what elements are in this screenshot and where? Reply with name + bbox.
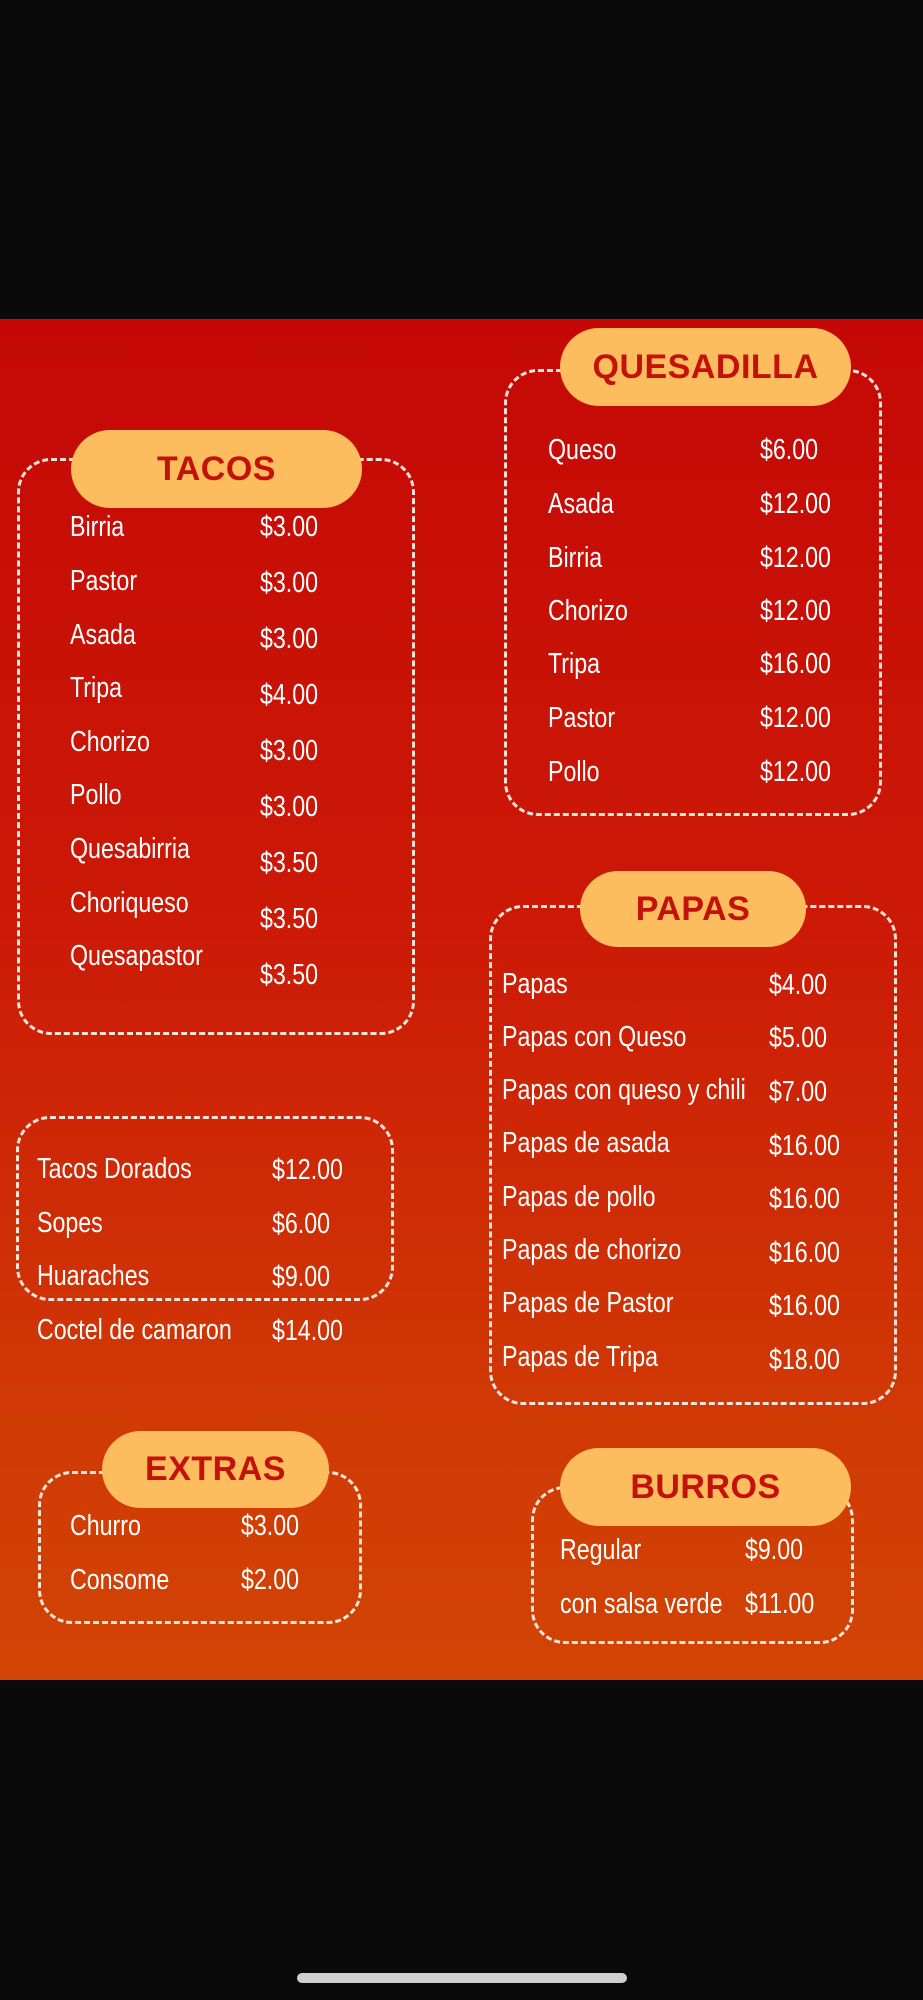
menu-item-name: Papas de chorizo <box>502 1234 682 1266</box>
menu-item-price: $16.00 <box>760 648 831 680</box>
menu-item-price: $2.00 <box>241 1564 300 1596</box>
menu-item-name: Birria <box>70 511 125 543</box>
menu-item-price: $3.00 <box>260 511 319 543</box>
menu-item-price: $12.00 <box>760 488 831 520</box>
menu-item-name: Tacos Dorados <box>37 1153 192 1185</box>
menu-item-price: $3.00 <box>241 1510 300 1542</box>
tacos-section-title: TACOS <box>71 430 362 508</box>
menu-item-price: $12.00 <box>760 595 831 627</box>
menu-item-price: $3.50 <box>260 903 319 935</box>
quesadilla-section-title: QUESADILLA <box>560 328 851 406</box>
menu-item-price: $4.00 <box>769 969 828 1001</box>
menu-item-price: $4.00 <box>260 679 319 711</box>
menu-item-name: Quesapastor <box>70 940 203 972</box>
menu-item-name: Regular <box>560 1534 642 1566</box>
menu-item-name: Tripa <box>548 648 600 680</box>
menu-item-price: $12.00 <box>760 756 831 788</box>
menu-item-name: Quesabirria <box>70 833 190 865</box>
menu-item-price: $3.00 <box>260 623 319 655</box>
menu-item-name: Coctel de camaron <box>37 1314 232 1346</box>
menu-item-name: Papas de asada <box>502 1127 670 1159</box>
menu-item-name: Huaraches <box>37 1260 150 1292</box>
menu-item-price: $6.00 <box>760 434 819 466</box>
menu-item-name: Churro <box>70 1510 141 1542</box>
menu-item-price: $9.00 <box>745 1534 804 1566</box>
menu-item-price: $9.00 <box>272 1261 331 1293</box>
menu-item-price: $5.00 <box>769 1022 828 1054</box>
menu-item-price: $12.00 <box>760 702 831 734</box>
menu-item-name: Queso <box>548 434 617 466</box>
menu-item-price: $3.00 <box>260 567 319 599</box>
home-indicator[interactable] <box>297 1973 627 1983</box>
menu-item-name: Papas con Queso <box>502 1021 687 1053</box>
menu-item-name: con salsa verde <box>560 1588 723 1620</box>
menu-item-name: Choriqueso <box>70 887 189 919</box>
menu-item-price: $3.50 <box>260 847 319 879</box>
menu-item-price: $16.00 <box>769 1237 840 1269</box>
menu-item-name: Tripa <box>70 672 122 704</box>
menu-item-name: Pollo <box>548 756 600 788</box>
menu-item-price: $3.00 <box>260 791 319 823</box>
menu-item-price: $11.00 <box>745 1588 815 1620</box>
menu-item-name: Papas de Tripa <box>502 1341 659 1373</box>
menu-item-price: $3.00 <box>260 735 319 767</box>
menu-item-price: $16.00 <box>769 1183 840 1215</box>
menu-item-name: Papas de pollo <box>502 1181 656 1213</box>
menu-item-name: Papas <box>502 968 568 1000</box>
menu-item-price: $12.00 <box>760 542 831 574</box>
menu-item-name: Pollo <box>70 779 122 811</box>
menu-item-price: $6.00 <box>272 1208 331 1240</box>
menu-item-price: $3.50 <box>260 959 319 991</box>
menu-item-price: $16.00 <box>769 1130 840 1162</box>
menu-item-name: Chorizo <box>70 726 150 758</box>
extras-section-title: EXTRAS <box>102 1431 329 1508</box>
menu-item-name: Asada <box>70 619 136 651</box>
menu-item-name: Asada <box>548 488 614 520</box>
menu-item-price: $12.00 <box>272 1154 343 1186</box>
menu-item-name: Consome <box>70 1564 170 1596</box>
menu-item-price: $7.00 <box>769 1076 828 1108</box>
menu-item-price: $14.00 <box>272 1315 343 1347</box>
menu-item-name: Birria <box>548 542 603 574</box>
menu-item-price: $16.00 <box>769 1290 840 1322</box>
menu-item-name: Pastor <box>70 565 138 597</box>
papas-section-title: PAPAS <box>580 871 806 947</box>
menu-poster <box>0 319 923 1680</box>
menu-item-price: $18.00 <box>769 1344 840 1376</box>
menu-item-name: Papas con queso y chili <box>502 1074 746 1106</box>
menu-item-name: Sopes <box>37 1207 103 1239</box>
burros-section-title: BURROS <box>560 1448 851 1526</box>
menu-item-name: Chorizo <box>548 595 628 627</box>
menu-item-name: Pastor <box>548 702 616 734</box>
menu-item-name: Papas de Pastor <box>502 1287 674 1319</box>
